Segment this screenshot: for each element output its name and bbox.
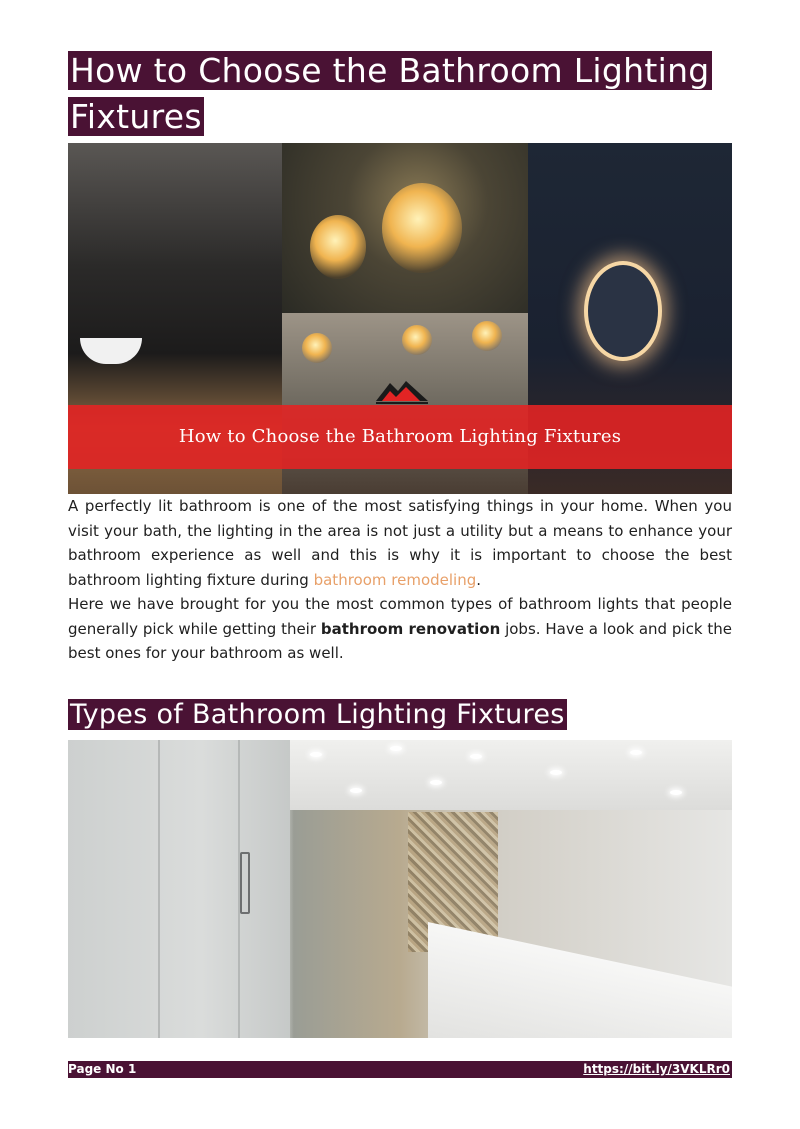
hero-image-collage — [68, 143, 732, 494]
page-content — [68, 48, 732, 1038]
page-title — [68, 48, 732, 140]
section-heading-text: Types of Bathroom Lighting Fixtures — [70, 698, 565, 730]
company-logo — [372, 375, 432, 405]
section-heading — [68, 696, 732, 737]
vessel-sink — [80, 338, 142, 364]
door-handle — [240, 852, 250, 914]
page-title-text: How to Choose the Bathroom Lighting Fixtures — [70, 51, 710, 136]
intro-paragraph-1 — [68, 494, 732, 592]
modern-bathroom-photo — [68, 740, 732, 1038]
backlit-mirror — [584, 261, 662, 361]
page-footer — [68, 1061, 732, 1078]
edison-bulbs-photo — [282, 143, 528, 313]
intro-paragraph-2-end: jobs. Have a look and pick the best ones for your bathroom as well. — [68, 619, 732, 662]
intro-paragraph-2 — [68, 592, 732, 666]
bathroom-remodeling-link[interactable]: bathroom remodeling — [313, 570, 477, 589]
title-block — [68, 48, 732, 140]
marble-counter — [428, 922, 732, 1038]
bathroom-renovation-bold: bathroom renovation — [320, 619, 501, 638]
hero-banner: How to Choose the Bathroom Lighting Fixtures — [68, 405, 732, 469]
ceiling — [290, 740, 732, 810]
white-cabinet-door — [68, 740, 290, 1038]
intro-paragraph-1-end: . — [476, 570, 482, 589]
intro-paragraph-1-text: A perfectly lit bathroom is one of the most satisfying things in your home. When you visit your bath, the lighting in the area is not just a utility but a means to enhance your bathroom experience as well and this is why it is important to choose the best bathroom lighting fixture during — [68, 497, 732, 589]
footer-url-link[interactable]: https://bit.ly/3VKLRr0 — [583, 1062, 730, 1076]
intro-paragraph-2-start: Here we have brought for you the most common types of bathroom lights that people generally pick while getting their — [68, 595, 732, 638]
page-number: Page No 1 — [68, 1062, 137, 1076]
